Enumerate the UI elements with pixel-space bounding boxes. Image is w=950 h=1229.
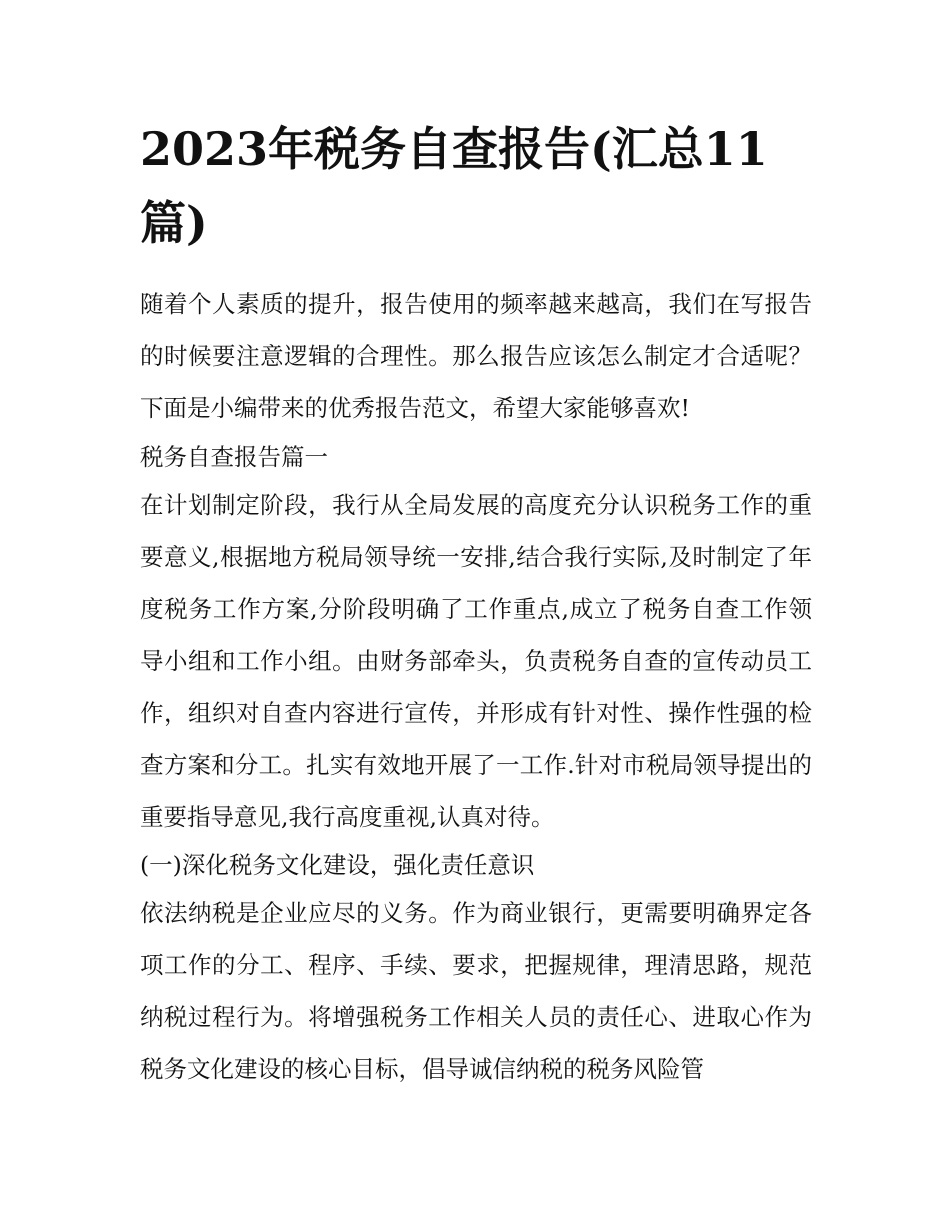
subsection-heading: (一)深化税务文化建设，强化责任意识 — [140, 851, 535, 879]
section-heading: 税务自查报告篇一 — [140, 443, 328, 471]
section-body-paragraph: 在计划制定阶段，我行从全局发展的高度充分认识税务工作的重要意义,根据地方税局领导统一安排,结合我行实际,及时制定了年度税务工作方案,分阶段明确了工作重点,成立了税务自查工作领导小组和工作小组。由财务部牵头，负责税务自查的宣传动员工作，组织对自查内容进行宣传，并形成有针对性、操作性强的检查方案和分工。扎实有效地开展了一工作.针对市税局领导提出的重要指导意见,我行高度重视,认真对待。 — [140, 491, 812, 831]
document-title: 2023年税务自查报告(汇总11篇) — [140, 122, 768, 250]
document-page — [140, 112, 812, 1095]
subsection-body-paragraph: 依法纳税是企业应尽的义务。作为商业银行，更需要明确界定各项工作的分工、程序、手续、要求，把握规律，理清思路，规范纳税过程行为。将增强税务工作相关人员的责任心、进取心作为税务文化建设的核心目标，倡导诚信纳税的税务风险管 — [140, 899, 812, 1083]
intro-paragraph: 随着个人素质的提升，报告使用的频率越来越高，我们在写报告的时候要注意逻辑的合理性。那么报告应该怎么制定才合适呢？下面是小编带来的优秀报告范文，希望大家能够喜欢! — [140, 290, 812, 422]
